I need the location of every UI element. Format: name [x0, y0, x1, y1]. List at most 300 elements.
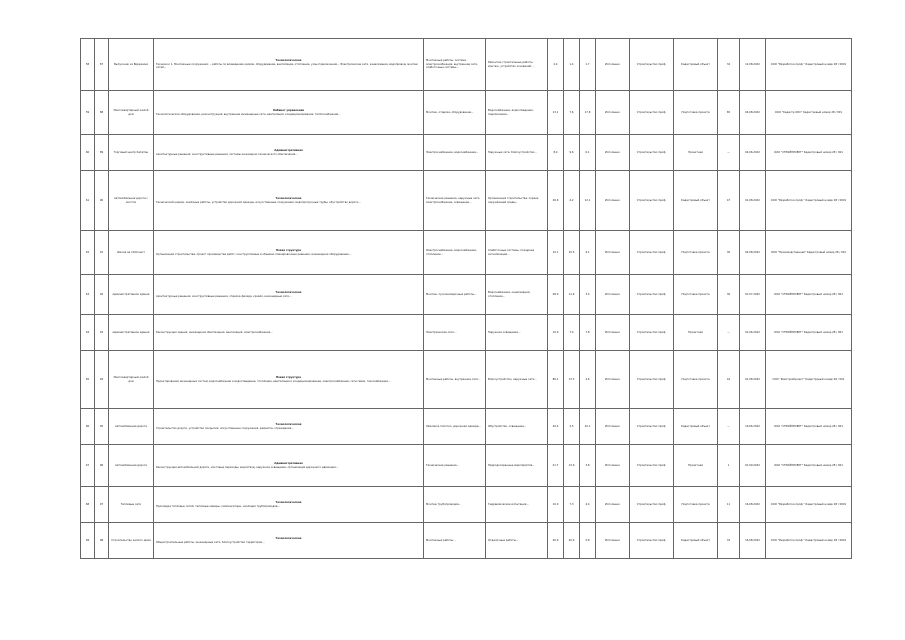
count — [718, 39, 740, 91]
customer-text: ООО "Разработка проф." Кадастровый номер 28 / 0001 — [770, 502, 847, 506]
count-text: 33 — [726, 538, 731, 542]
count-text: 35 — [726, 250, 731, 254]
works-list-2-text: Гидравлические испытания... — [488, 502, 529, 506]
object-name — [109, 135, 154, 171]
value-1 — [548, 409, 564, 445]
status-text: Исполнено — [605, 538, 620, 542]
row-number — [81, 487, 95, 523]
works-title: Новая структура — [275, 249, 302, 253]
status — [596, 523, 630, 559]
works-list-1-text: Монтажные работы, внутренние сети... — [426, 377, 481, 381]
customer — [766, 275, 852, 315]
object-name-text: Торговый центр Капитан — [113, 150, 149, 154]
object-name-text: Выпускник из Вирджини — [113, 62, 149, 66]
works-title: Административная — [274, 149, 303, 153]
row-number-text: 65 — [85, 377, 90, 381]
performer-text: Строительство проф. — [636, 377, 667, 381]
works-list-1 — [424, 39, 486, 91]
works-list-1 — [424, 409, 486, 445]
count — [718, 315, 740, 351]
table-row — [81, 315, 852, 351]
value-2 — [564, 487, 580, 523]
works-title: Технологическая — [275, 197, 302, 201]
works-description — [154, 409, 424, 445]
works-title: Технологическая — [275, 501, 302, 505]
works-body: Прокладка тепловых сетей, тепловые камеры, компенсаторы, изоляция трубопроводов... — [156, 504, 280, 508]
value-1-text: 26.6 — [552, 198, 559, 202]
works-list-2 — [486, 445, 548, 487]
value-1-text: 26.0 — [552, 538, 559, 542]
works-body: Технический надзор, земляные работы, устройство дорожной одежды, искусственные сооружения, водопропускные трубы, обустройство дороги... — [156, 200, 361, 204]
performer-text: Строительство проф. — [636, 62, 667, 66]
date-text: 19.06.2022 — [745, 424, 760, 428]
value-3 — [580, 445, 596, 487]
works-list-2 — [486, 523, 548, 559]
value-3-text: 7.8 — [585, 330, 590, 334]
value-2 — [564, 171, 580, 231]
row-number-text: 66 — [85, 424, 90, 428]
value-1 — [548, 445, 564, 487]
works-list-2-text: Наружные сети, благоустройство... — [488, 150, 537, 154]
record-number-text: 95 — [99, 424, 104, 428]
value-3-text: 1.7 — [585, 62, 590, 66]
works-title: Административная — [274, 462, 303, 466]
works-body: Технологическое оборудование, реконструкция, внутренние инженерные сети, вентиляция, кондиционирование, теплоснабжение... — [156, 112, 341, 116]
works-list-2-text: Водоснабжение, канализация, отопление... — [488, 291, 531, 298]
form-type — [674, 445, 718, 487]
count-text: 32 — [726, 62, 731, 66]
performer — [630, 351, 674, 409]
table-row — [81, 445, 852, 487]
object-name — [109, 91, 154, 135]
table-row — [81, 351, 852, 409]
works-list-2-text: Благоустройство, наружные сети... — [488, 377, 537, 381]
value-3-text: 10.1 — [584, 424, 591, 428]
value-1-text: 10.0 — [552, 502, 559, 506]
date-text: 16.08.2022 — [745, 502, 760, 506]
form-type-text: Подготовка проекта — [681, 377, 710, 381]
customer-text: ООО "СТРОЙПРОЕКТ" Кадастровый номер 28 / 001 — [774, 150, 843, 154]
value-3-text: 17.8 — [584, 110, 591, 114]
form-type — [674, 231, 718, 275]
object-name — [109, 39, 154, 91]
count-text: — — [727, 150, 730, 154]
customer — [766, 523, 852, 559]
status — [596, 445, 630, 487]
record-number — [95, 487, 109, 523]
value-1 — [548, 231, 564, 275]
date-text: 04.08.2022 — [745, 250, 760, 254]
row-number — [81, 231, 95, 275]
row-number-text: 61 — [85, 198, 90, 202]
performer-text: Строительство проф. — [636, 198, 667, 202]
record-number-text: 91 — [99, 250, 104, 254]
value-2-text: 13.3 — [568, 377, 575, 381]
works-list-1-text: Монтаж трубопроводов... — [426, 502, 462, 506]
record-number-text: 87 — [99, 62, 104, 66]
record-number-text: 88 — [99, 110, 104, 114]
works-list-2 — [486, 171, 548, 231]
record-number-text: 93 — [99, 330, 104, 334]
row-number-text: 62 — [85, 250, 90, 254]
table-row — [81, 275, 852, 315]
status — [596, 135, 630, 171]
object-name — [109, 487, 154, 523]
works-description — [154, 39, 424, 91]
works-list-2-text: Природоохранные мероприятия... — [488, 463, 535, 467]
record-number — [95, 445, 109, 487]
works-title: Технологическая — [275, 59, 302, 63]
works-description — [154, 171, 424, 231]
works-list-2-text: Организация строительства, охрана окружающей среды... — [488, 197, 539, 204]
date — [740, 445, 766, 487]
works-list-1-text: Электроснабжение, водоснабжение, отопление... — [426, 249, 477, 256]
date — [740, 171, 766, 231]
object-name-text: Многоквартирный жилой дом — [113, 109, 149, 116]
value-1-text: 10.0 — [552, 330, 559, 334]
record-number — [95, 409, 109, 445]
table-row — [81, 523, 852, 559]
form-type — [674, 91, 718, 135]
object-name — [109, 315, 154, 351]
status — [596, 487, 630, 523]
value-2 — [564, 523, 580, 559]
form-type-text: Подготовка проекта — [681, 502, 710, 506]
customer — [766, 409, 852, 445]
works-description — [154, 445, 424, 487]
record-number-text: 94 — [99, 377, 104, 381]
object-name-text: Тепловые сети — [120, 502, 142, 506]
works-list-1 — [424, 315, 486, 351]
status-text: Исполнено — [605, 198, 620, 202]
works-description — [154, 231, 424, 275]
value-2-text: 7.6 — [569, 110, 574, 114]
performer-text: Строительство проф. — [636, 292, 667, 296]
status — [596, 91, 630, 135]
works-list-1 — [424, 487, 486, 523]
works-description — [154, 91, 424, 135]
value-3 — [580, 487, 596, 523]
record-number — [95, 91, 109, 135]
status-text: Исполнено — [605, 62, 620, 66]
customer — [766, 231, 852, 275]
value-3-text: 6.1 — [585, 150, 590, 154]
customer-text: ООО "СТРОЙПРОЕКТ" Кадастровый номер 28 / 001 — [774, 292, 843, 296]
date — [740, 523, 766, 559]
form-type — [674, 315, 718, 351]
status-text: Исполнено — [605, 502, 620, 506]
value-2-text: 2.5 — [569, 424, 574, 428]
value-2 — [564, 275, 580, 315]
value-1 — [548, 91, 564, 135]
object-name-text: Строительство жилого дома — [111, 538, 151, 542]
customer-text: ООО "СТРОЙПРОЕКТ" Кадастровый номер 28 / 001 — [774, 424, 843, 428]
object-name — [109, 275, 154, 315]
works-list-1-text: Электроснабжение, водоснабжение... — [426, 150, 479, 154]
table-row — [81, 135, 852, 171]
form-type — [674, 351, 718, 409]
row-number — [81, 523, 95, 559]
object-name — [109, 171, 154, 231]
table-row — [81, 171, 852, 231]
performer — [630, 315, 674, 351]
form-type-text: Кадастровый объект — [681, 538, 710, 542]
value-3 — [580, 231, 596, 275]
count — [718, 91, 740, 135]
performer — [630, 231, 674, 275]
form-type-text: Кадастровый объект — [681, 424, 710, 428]
works-list-2-text: Слаботочные системы, пожарная сигнализация... — [488, 249, 535, 256]
row-number — [81, 315, 95, 351]
value-2 — [564, 135, 580, 171]
works-title: Технологическая — [275, 423, 302, 427]
value-2 — [564, 445, 580, 487]
works-list-1 — [424, 275, 486, 315]
customer-text: ООО "Кадастр ОКС" Кадастровый номер 28 / 001 — [774, 110, 843, 114]
status-text: Исполнено — [605, 463, 620, 467]
performer — [630, 409, 674, 445]
value-2-text: 13.0 — [568, 463, 575, 467]
works-list-1-text: Технические решения... — [426, 463, 459, 467]
form-type-text: Подготовка проекта — [681, 292, 710, 296]
status — [596, 275, 630, 315]
value-2-text: 1,4 — [569, 62, 574, 66]
form-type — [674, 487, 718, 523]
value-1 — [548, 351, 564, 409]
row-number — [81, 445, 95, 487]
value-1 — [548, 39, 564, 91]
record-number-text: 92 — [99, 292, 104, 296]
performer — [630, 445, 674, 487]
value-3 — [580, 171, 596, 231]
performer — [630, 171, 674, 231]
works-description — [154, 523, 424, 559]
works-list-2 — [486, 91, 548, 135]
row-number-text: 59 — [85, 110, 90, 114]
works-list-1-text: Монтажные работы, система электроснабжения, внутренние сети, слаботочные системы... — [426, 59, 478, 70]
value-2-text: 10.5 — [568, 250, 575, 254]
works-list-2 — [486, 275, 548, 315]
table-row — [81, 91, 852, 135]
count-text: — — [727, 330, 730, 334]
value-2 — [564, 231, 580, 275]
works-list-1 — [424, 231, 486, 275]
record-number — [95, 135, 109, 171]
works-list-1 — [424, 171, 486, 231]
works-list-1-text: Земляное полотно, дорожная одежда... — [426, 424, 481, 428]
row-number — [81, 39, 95, 91]
performer — [630, 39, 674, 91]
form-type — [674, 135, 718, 171]
date-text: 01.06.2022 — [745, 330, 760, 334]
performer-text: Строительство проф. — [636, 250, 667, 254]
works-list-1 — [424, 351, 486, 409]
value-3-text: 5.8 — [585, 538, 590, 542]
value-3 — [580, 135, 596, 171]
works-list-2 — [486, 315, 548, 351]
customer — [766, 487, 852, 523]
record-number-text: 90 — [99, 198, 104, 202]
value-2 — [564, 39, 580, 91]
value-3 — [580, 351, 596, 409]
works-body: Проектирование инженерных систем, водоснабжение и водоотведение, отопление, вентиляция и кондиционирование, электроснабжение, сети связи, газоснабжение... — [156, 379, 391, 383]
value-2-text: 4.2 — [569, 198, 574, 202]
count — [718, 523, 740, 559]
date — [740, 409, 766, 445]
record-number-text: 89 — [99, 150, 104, 154]
works-list-2-text: Наружное освещение... — [488, 330, 521, 334]
object-name-text: Автомобильная дорога с мостом — [114, 197, 148, 204]
performer-text: Строительство проф. — [636, 110, 667, 114]
value-2-text: 7.3 — [569, 502, 574, 506]
registry-table — [80, 38, 852, 559]
performer-text: Строительство проф. — [636, 330, 667, 334]
row-number-text: 58 — [85, 62, 90, 66]
value-1-text: 20.4 — [552, 424, 559, 428]
count — [718, 171, 740, 231]
status-text: Исполнено — [605, 292, 620, 296]
status — [596, 315, 630, 351]
status — [596, 351, 630, 409]
works-list-2-text: Отделочные работы... — [488, 538, 519, 542]
table-row — [81, 487, 852, 523]
row-number — [81, 351, 95, 409]
date-text: 01.08.2022 — [745, 198, 760, 202]
value-3-text: 3.8 — [585, 463, 590, 467]
works-list-1 — [424, 135, 486, 171]
customer-text: ООО "СТРОЙПРОЕКТ" Кадастровый номер 28 / 001 — [774, 463, 843, 467]
value-3-text: 4.4 — [585, 502, 590, 506]
record-number — [95, 351, 109, 409]
form-type-text: Проектная — [688, 150, 703, 154]
count-text: 1 — [727, 463, 730, 467]
performer-text: Строительство проф. — [636, 502, 667, 506]
works-body: Общестроительные работы, инженерные сети, благоустройство территории... — [156, 540, 265, 544]
customer-text: ООО "Ремстройпроект" Кадастровый номер 28 / 001 — [772, 377, 845, 381]
works-description — [154, 315, 424, 351]
value-1-text: 21.7 — [552, 463, 559, 467]
performer — [630, 275, 674, 315]
date-text: 04.08.2022 — [745, 110, 760, 114]
works-list-2-text: Ремонтно-строительные работы, монтаж, устройство оснований... — [488, 61, 534, 68]
performer — [630, 135, 674, 171]
status-text: Исполнено — [605, 330, 620, 334]
row-number-text: 67 — [85, 463, 90, 467]
value-3-text: 4.6 — [585, 377, 590, 381]
works-list-1-text: Электрические сети... — [426, 330, 457, 334]
status-text: Исполнено — [605, 250, 620, 254]
works-description — [154, 487, 424, 523]
date-text: 16.08.2022 — [745, 538, 760, 542]
form-type-text: Подготовка проекта — [681, 110, 710, 114]
object-name-text: Административное здание — [112, 330, 150, 334]
value-2 — [564, 315, 580, 351]
row-number — [81, 135, 95, 171]
customer-text: ООО "СТРОЙПРОЕКТ" Кадастровый номер 28 / 001 — [774, 330, 843, 334]
value-2 — [564, 351, 580, 409]
table-row — [81, 409, 852, 445]
works-body: Архитектурные решения, конструктивные решения, отделка фасада, кровля, инженерные сети... — [156, 294, 292, 298]
count — [718, 135, 740, 171]
date — [740, 39, 766, 91]
form-type-text: Кадастровый объект — [681, 198, 710, 202]
status — [596, 231, 630, 275]
record-number — [95, 231, 109, 275]
status — [596, 39, 630, 91]
works-body: Архитектурные решения, конструктивные решения, системы инженерно-технического обеспечения... — [156, 152, 298, 156]
performer-text: Строительство проф. — [636, 463, 667, 467]
object-name-text: Автомобильная дорога — [115, 424, 147, 428]
count-text: 35 — [726, 292, 731, 296]
row-number — [81, 275, 95, 315]
works-list-2-text: Обустройство, освещение... — [488, 424, 527, 428]
date-text: 12.08.2022 — [745, 62, 760, 66]
form-type — [674, 171, 718, 231]
value-3 — [580, 523, 596, 559]
performer — [630, 487, 674, 523]
customer — [766, 315, 852, 351]
value-2-text: 20.0 — [568, 538, 575, 542]
count-text: 42 — [726, 377, 731, 381]
value-1-text: 2,4 — [553, 62, 558, 66]
works-list-2 — [486, 351, 548, 409]
customer-text: ООО "Разработка проф." Кадастровый номер 28 / 0001 — [770, 62, 847, 66]
works-body: Техноэкос 1. Монтажные сооружения: ...работы по возведению кровли, оборудование, вентиляция, отопление, узлы подключения... Электрические сети, канализация, водопровод, монтаж сетей... — [156, 62, 418, 70]
record-number — [95, 523, 109, 559]
date — [740, 231, 766, 275]
value-2-text: 11.9 — [568, 292, 575, 296]
value-3 — [580, 91, 596, 135]
works-list-1 — [424, 445, 486, 487]
object-name — [109, 445, 154, 487]
value-1 — [548, 315, 564, 351]
works-list-1-text: Монтаж, отделка, оборудование... — [426, 110, 474, 114]
date — [740, 487, 766, 523]
row-number — [81, 171, 95, 231]
object-name-text: Многоквартирный жилой дом — [113, 376, 149, 383]
form-type-text: Проектная — [688, 330, 703, 334]
form-type-text: Проектная — [688, 463, 703, 467]
value-1 — [548, 275, 564, 315]
date-text: 01.09.2022 — [745, 463, 760, 467]
count — [718, 231, 740, 275]
value-1-text: 8.4 — [553, 150, 558, 154]
row-number — [81, 91, 95, 135]
row-number-text: 69 — [85, 538, 90, 542]
works-title: Технологическая — [275, 291, 302, 295]
value-3 — [580, 315, 596, 351]
customer — [766, 171, 852, 231]
works-list-2-text: Водоснабжение, водоотведение, подключение... — [488, 109, 534, 116]
form-type — [674, 523, 718, 559]
date — [740, 315, 766, 351]
record-number-text: 96 — [99, 463, 104, 467]
works-list-1-text: Монтаж, пусконаладочные работы... — [426, 292, 477, 296]
performer-text: Строительство проф. — [636, 150, 667, 154]
date-text: 01.07.2022 — [745, 292, 760, 296]
row-number-text: 68 — [85, 502, 90, 506]
row-number — [81, 409, 95, 445]
count-text: 11 — [726, 502, 731, 506]
object-name-text: Школа на 1100 мест — [116, 250, 146, 254]
works-list-2 — [486, 487, 548, 523]
status-text: Исполнено — [605, 424, 620, 428]
status-text: Исполнено — [605, 110, 620, 114]
customer-text: ООО "Разработка проф." Кадастровый номер 28 / 0001 — [770, 198, 847, 202]
customer — [766, 135, 852, 171]
object-name — [109, 409, 154, 445]
row-number-text: 63 — [85, 292, 90, 296]
